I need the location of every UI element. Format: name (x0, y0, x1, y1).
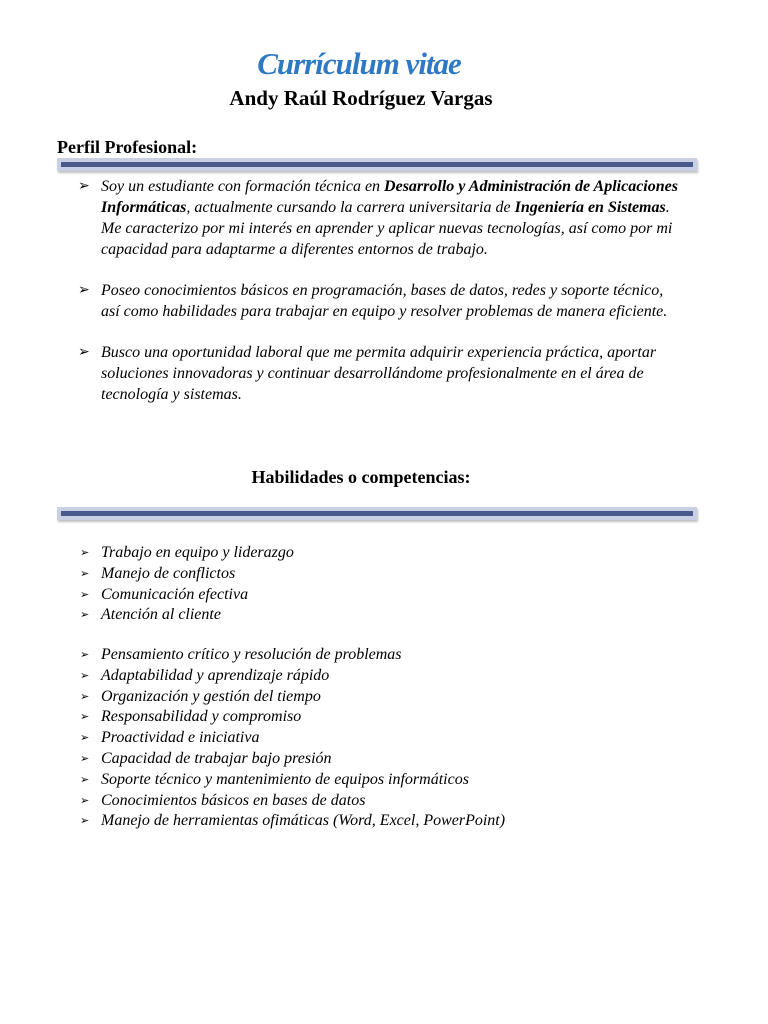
skill-item (78, 564, 678, 585)
skill-item (78, 605, 678, 626)
profile-paragraph (78, 280, 678, 322)
skill-label: Responsabilidad y compromiso (101, 708, 302, 726)
section-heading-skills: Habilidades o competencias: (251, 467, 471, 487)
skill-item (78, 707, 678, 728)
profile-text: Soy un estudiante con formación técnica en (101, 178, 385, 195)
arrowhead-bullet-icon: ➢ (80, 567, 90, 580)
skills-list-group-2 (78, 645, 678, 832)
arrowhead-bullet-icon: ➢ (78, 345, 90, 360)
candidate-name: Andy Raúl Rodríguez Vargas (229, 86, 493, 110)
arrowhead-bullet-icon: ➢ (80, 711, 90, 724)
profile-paragraph (78, 342, 678, 405)
profile-text: Poseo conocimientos básicos en programación, bases de datos, redes y soporte técnico, así como habilidades para trabajar en equipo y resolver problemas de manera eficiente. (101, 282, 668, 320)
arrowhead-bullet-icon: ➢ (80, 752, 90, 765)
arrowhead-bullet-icon: ➢ (80, 794, 90, 807)
skill-label: Manejo de herramientas ofimáticas (Word, Excel, PowerPoint) (101, 812, 506, 830)
skills-list-group-1 (78, 543, 678, 626)
profile-emphasis-text: Desarrollo y Administración de Aplicaciones Informáticas (101, 178, 678, 216)
arrowhead-bullet-icon: ➢ (80, 732, 90, 745)
skill-label: Comunicación efectiva (101, 585, 249, 603)
skill-item (78, 811, 678, 832)
arrowhead-bullet-icon: ➢ (78, 179, 90, 194)
arrowhead-bullet-icon: ➢ (80, 609, 90, 622)
profile-text: . Me caracterizo por mi interés en aprender y aplicar nuevas tecnologías, así como por mi capacidad para adaptarme a diferentes entornos de trabajo. (101, 199, 673, 258)
skill-item (78, 645, 678, 666)
profile-text: Busco una oportunidad laboral que me permita adquirir experiencia práctica, aportar soluciones innovadoras y continuar desarrollándome profesionalmente en el área de tecnología y sistemas. (101, 344, 657, 403)
page-title: Currículum vitae (257, 46, 461, 81)
arrowhead-bullet-icon: ➢ (80, 547, 90, 559)
skill-label: Capacidad de trabajar bajo presión (101, 749, 332, 767)
skill-item (78, 543, 678, 564)
skill-item (78, 770, 678, 791)
skill-label: Proactividad e iniciativa (101, 729, 260, 747)
skill-item (78, 666, 678, 687)
skill-label: Atención al cliente (101, 606, 221, 624)
arrowhead-bullet-icon: ➢ (80, 773, 90, 786)
arrowhead-bullet-icon: ➢ (80, 690, 90, 703)
skill-item (78, 791, 678, 812)
arrowhead-bullet-icon: ➢ (78, 283, 90, 298)
skill-label: Conocimientos básicos en bases de datos (101, 791, 366, 809)
skill-label: Trabajo en equipo y liderazgo (101, 544, 294, 561)
arrowhead-bullet-icon: ➢ (80, 588, 90, 601)
arrowhead-bullet-icon: ➢ (80, 669, 90, 682)
skill-label: Manejo de conflictos (101, 564, 236, 582)
skill-label: Soporte técnico y mantenimiento de equipos informáticos (101, 770, 469, 788)
skill-item (78, 728, 678, 749)
section-divider-profile (57, 158, 697, 171)
skill-label: Pensamiento crítico y resolución de problemas (101, 646, 402, 663)
profile-list (78, 176, 678, 425)
skill-label: Adaptabilidad y aprendizaje rápido (101, 666, 330, 684)
skill-item (78, 585, 678, 606)
arrowhead-bullet-icon: ➢ (80, 815, 90, 828)
profile-text: , actualmente cursando la carrera universitaria de (186, 199, 515, 216)
skill-label: Organización y gestión del tiempo (101, 687, 321, 705)
section-divider-skills (57, 507, 697, 520)
profile-emphasis-text: Ingeniería en Sistemas (514, 199, 666, 216)
skill-item (78, 749, 678, 770)
section-heading-profile: Perfil Profesional: (57, 137, 198, 157)
skill-item (78, 687, 678, 708)
arrowhead-bullet-icon: ➢ (80, 649, 90, 661)
profile-paragraph (78, 176, 678, 260)
